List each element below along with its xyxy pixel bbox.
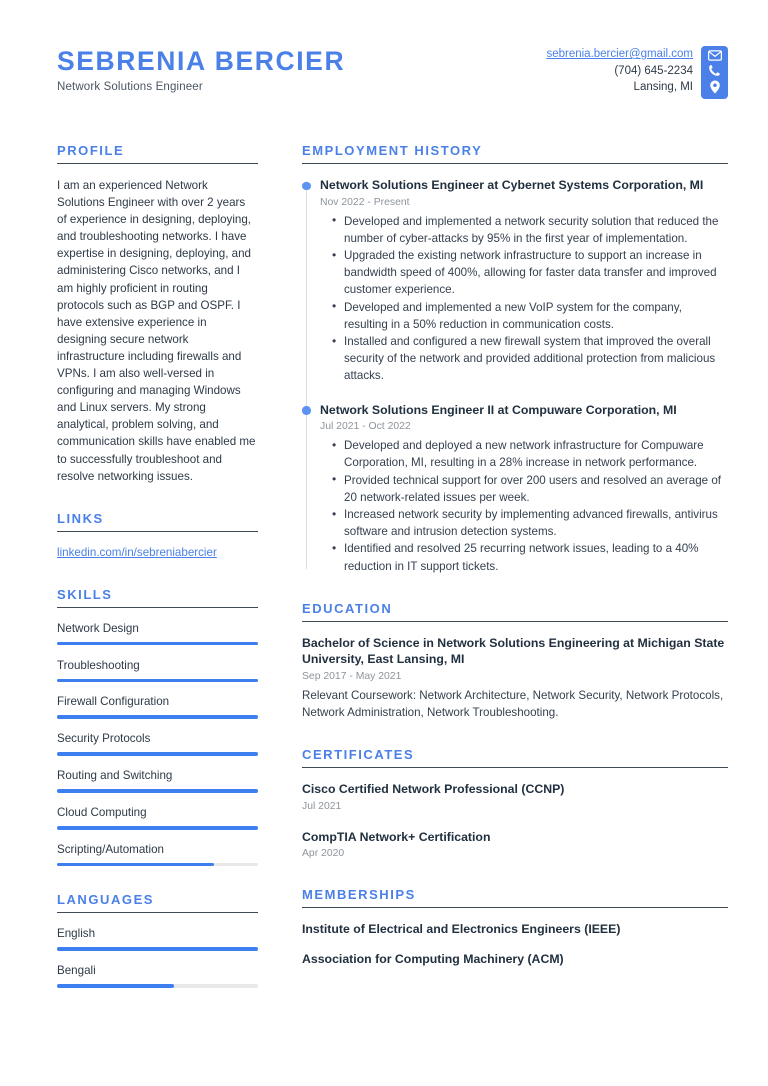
section-heading-profile: PROFILE — [57, 143, 125, 158]
skill-label: Security Protocols — [57, 732, 151, 746]
skill-item — [57, 694, 258, 718]
skill-bar-track — [57, 789, 258, 792]
language-item — [57, 963, 258, 987]
section-memberships — [302, 887, 728, 967]
timeline-dot-icon — [302, 406, 311, 415]
skill-bar-fill — [57, 789, 258, 792]
section-divider — [57, 912, 258, 913]
candidate-name: SEBRENIA BERCIER — [57, 46, 346, 76]
employment-bullet: • Developed and implemented a new VoIP system for the company, resulting in a 50% reduction in communication costs. — [344, 299, 728, 333]
language-bar-track — [57, 947, 258, 950]
employment-title: Network Solutions Engineer II at Compuware Corporation, MI — [320, 402, 677, 417]
certificate-title: CompTIA Network+ Certification — [302, 829, 491, 844]
employment-entry — [320, 177, 728, 385]
profile-summary-text: I am an experienced Network Solutions Engineer with over 2 years of experience in designing, deploying, and troubleshooting networks. I have expertise in designing, deploying, and administering Cisco networks, and I am highly proficient in routing protocols such as BGP and OSPF. I have extensive experience in designing secure network infrastructure including firewalls and VPNs. I am also well-versed in configuring and managing Windows and Linux servers. My strong analytical, problem solving, and communication skills have enabled me to successfully troubleshoot and resolve networking issues. — [57, 179, 256, 483]
skill-bar-track — [57, 715, 258, 718]
section-heading-links: LINKS — [57, 510, 104, 526]
candidate-job-title: Network Solutions Engineer — [57, 81, 203, 94]
contact-email-link[interactable]: sebrenia.bercier@gmail.com — [546, 48, 693, 60]
skill-item — [57, 731, 258, 755]
membership-item: Institute of Electrical and Electronics Engineers (IEEE) — [302, 922, 621, 937]
skill-bar-track — [57, 642, 258, 645]
language-label: Bengali — [57, 964, 96, 978]
language-bar-fill — [57, 947, 258, 950]
certificate-entry — [302, 829, 728, 862]
education-entry — [302, 635, 728, 721]
section-skills — [57, 587, 258, 867]
education-date: Sep 2017 - May 2021 — [302, 671, 402, 683]
resume-body — [57, 143, 728, 1014]
section-certificates — [302, 747, 728, 861]
timeline-line — [306, 181, 308, 569]
education-description: Relevant Coursework: Network Architecture, Network Security, Network Protocols, Network Administration, Network Troubleshooting. — [302, 689, 724, 720]
link-item-linkedin[interactable]: linkedin.com/in/sebreniabercier — [57, 545, 217, 559]
skill-item — [57, 768, 258, 792]
employment-bullet: • Developed and implemented a network security solution that reduced the number of cyber-attacks by 95% in the first year of implementation. — [344, 213, 728, 247]
section-divider — [57, 531, 258, 532]
skill-bar-fill — [57, 752, 258, 755]
contact-email-row — [546, 46, 693, 63]
skill-item — [57, 842, 258, 866]
section-employment-history — [302, 143, 728, 575]
skill-label: Scripting/Automation — [57, 843, 164, 857]
phone-icon — [708, 64, 721, 77]
membership-item: Association for Computing Machinery (ACM) — [302, 951, 564, 966]
language-item — [57, 926, 258, 950]
skill-label: Cloud Computing — [57, 806, 147, 820]
section-education — [302, 601, 728, 721]
employment-date: Nov 2022 - Present — [320, 196, 410, 208]
skill-item — [57, 658, 258, 682]
contact-phone: (704) 645-2234 — [614, 64, 693, 77]
skill-bar-fill — [57, 826, 258, 829]
section-languages — [57, 892, 258, 987]
section-heading-certificates: CERTIFICATES — [302, 747, 415, 763]
section-links — [57, 511, 258, 561]
sidebar-column — [57, 143, 258, 1014]
identity-block — [57, 44, 345, 93]
employment-title: Network Solutions Engineer at Cybernet Systems Corporation, MI — [320, 178, 704, 192]
skill-bar-track — [57, 826, 258, 829]
skill-label: Troubleshooting — [57, 658, 140, 672]
section-heading-memberships: MEMBERSHIPS — [302, 887, 416, 903]
employment-bullet: • Provided technical support for over 200 users and resolved an average of 20 network-related issues per week. — [344, 472, 728, 506]
skill-item — [57, 621, 258, 645]
contact-details — [546, 46, 693, 96]
language-bar-track — [57, 984, 258, 987]
section-divider — [57, 163, 258, 164]
timeline-dot-icon — [302, 182, 311, 191]
resume-header — [57, 44, 728, 99]
certificate-title: Cisco Certified Network Professional (CCNP) — [302, 782, 565, 797]
employment-date: Jul 2021 - Oct 2022 — [320, 421, 411, 433]
education-title: Bachelor of Science in Network Solutions Engineering at Michigan State University, East Lansing, MI — [302, 635, 725, 667]
contact-location: Lansing, MI — [633, 81, 693, 93]
skill-label: Network Design — [57, 621, 139, 635]
employment-bullet: • Upgraded the existing network infrastructure to support an increase in bandwidth speed of 400%, allowing for faster data transfer and improved customer experience. — [344, 247, 728, 299]
employment-bullet-list — [320, 437, 728, 575]
contact-block — [546, 44, 728, 99]
skill-bar-fill — [57, 715, 258, 718]
main-column — [302, 143, 728, 993]
employment-bullet: • Identified and resolved 25 recurring network issues, leading to a 40% reduction in IT support tickets. — [344, 540, 728, 574]
section-divider — [302, 621, 728, 622]
certificate-date: Jul 2021 — [302, 800, 342, 812]
skill-bar-track — [57, 752, 258, 755]
skill-label: Routing and Switching — [57, 769, 173, 783]
section-divider — [57, 607, 258, 608]
email-icon — [708, 50, 722, 61]
certificate-date: Apr 2020 — [302, 848, 345, 860]
skill-label: Firewall Configuration — [57, 695, 170, 709]
section-heading-languages: LANGUAGES — [57, 892, 155, 908]
contact-icon-strip — [701, 46, 728, 99]
skill-bar-fill — [57, 679, 258, 682]
employment-entry — [320, 402, 728, 575]
section-divider — [302, 907, 728, 908]
section-heading-skills: SKILLS — [57, 586, 113, 602]
employment-bullet: • Developed and deployed a new network infrastructure for Compuware Corporation, MI, resulting in a 28% increase in network performance. — [344, 437, 728, 471]
section-divider — [302, 767, 728, 768]
language-bar-fill — [57, 984, 174, 987]
employment-bullet: • Installed and configured a new firewall system that improved the overall security of the network and provided additional protection from malicious attacks. — [344, 333, 728, 385]
skill-item — [57, 805, 258, 829]
section-profile — [57, 143, 258, 485]
employment-timeline — [302, 177, 728, 575]
section-heading-employment: EMPLOYMENT HISTORY — [302, 143, 483, 158]
certificate-entry — [302, 781, 728, 814]
skill-bar-track — [57, 679, 258, 682]
skill-bar-fill — [57, 642, 258, 645]
employment-bullet: • Increased network security by implementing advanced firewalls, antivirus software and intrusion detection systems. — [344, 506, 728, 540]
section-divider — [302, 163, 728, 164]
skill-bar-fill — [57, 863, 214, 866]
employment-bullet-list — [320, 213, 728, 385]
location-pin-icon — [709, 80, 721, 94]
skill-bar-track — [57, 863, 258, 866]
section-heading-education: EDUCATION — [302, 600, 393, 616]
language-label: English — [57, 927, 96, 941]
